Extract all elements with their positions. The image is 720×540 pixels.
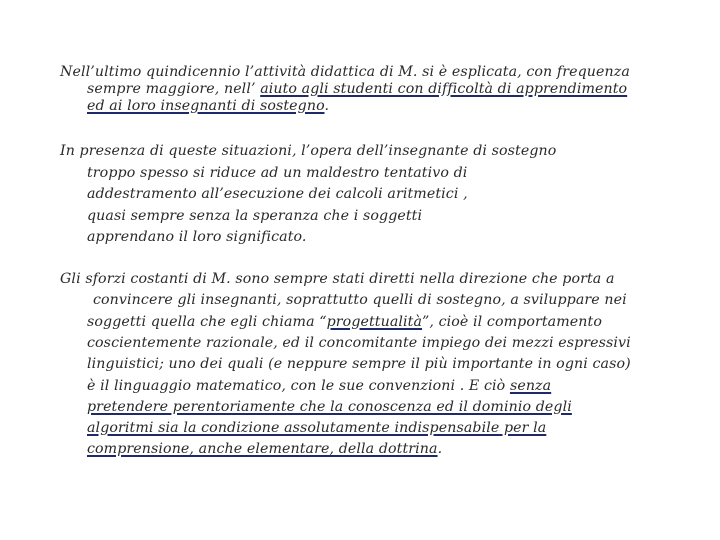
- text-run: addestramento all’esecuzione dei calcoli aritmetici ,: [87, 186, 468, 202]
- paragraph-3-line-5: [87, 355, 631, 373]
- text-run: convincere gli insegnanti, soprattutto quelli di sostegno, a sviluppare nei: [93, 292, 627, 309]
- paragraph-1-line-2: [87, 80, 627, 98]
- paragraph-1-line-3: [87, 97, 329, 115]
- paragraph-3-line-7: [87, 398, 572, 416]
- text-run: troppo spesso si riduce ad un maldestro tentativo di: [87, 164, 468, 181]
- paragraph-2-line-4: [87, 207, 422, 225]
- text-run: ”, cioè il comportamento: [422, 313, 602, 330]
- underlined-text: progettualità: [326, 313, 423, 330]
- paragraph-3-line-6: [87, 377, 551, 395]
- paragraph-2-line-1: [60, 142, 556, 160]
- text-run: linguistici; uno dei quali (e neppure sempre il più importante in ogni caso): [87, 356, 631, 373]
- paragraph-3-line-1: [60, 270, 615, 288]
- paragraph-1-line-1: [60, 63, 630, 81]
- paragraph-2-line-3: [87, 185, 468, 203]
- underlined-text: pretendere perentoriamente che la conoscenza ed il dominio degli: [87, 398, 572, 415]
- text-run: soggetti quella che egli chiama “: [87, 313, 327, 330]
- underlined-text: ed ai loro insegnanti di sostegno: [87, 98, 325, 114]
- text-run: .: [437, 441, 443, 458]
- text-run: .: [324, 98, 330, 114]
- text-run: è il linguaggio matematico, con le sue convenzioni . E ciò: [87, 377, 510, 394]
- text-run: Gli sforzi costanti di M. sono sempre stati diretti nella direzione che porta a: [60, 271, 615, 287]
- text-run: In presenza di queste situazioni, l’opera dell’insegnante di sostegno: [60, 143, 557, 159]
- text-run: coscientemente razionale, ed il concomitante impiego dei mezzi espressivi: [87, 334, 631, 351]
- paragraph-2-line-2: [87, 164, 467, 182]
- paragraph-2-line-5: [87, 228, 307, 246]
- paragraph-3-line-2: [93, 291, 627, 309]
- underlined-text: algoritmi sia la condizione assolutamente indispensabile per la: [87, 420, 547, 437]
- underlined-text: comprensione, anche elementare, della dottrina: [87, 441, 438, 458]
- text-run: Nell’ultimo quindicennio l’attività didattica di M. si è esplicata, con frequenza: [60, 64, 630, 80]
- underlined-text: aiuto agli studenti con difficoltà di apprendimento: [260, 81, 628, 97]
- text-run: quasi sempre senza la speranza che i soggetti: [87, 207, 423, 224]
- text-run: apprendano il loro significato.: [87, 229, 307, 245]
- paragraph-3-line-8: [87, 419, 546, 437]
- paragraph-3-line-9: [87, 440, 442, 458]
- paragraph-3-line-4: [87, 334, 631, 352]
- underlined-text: senza: [509, 377, 552, 394]
- text-run: sempre maggiore, nell’: [87, 81, 261, 97]
- paragraph-3-line-3: [87, 313, 602, 331]
